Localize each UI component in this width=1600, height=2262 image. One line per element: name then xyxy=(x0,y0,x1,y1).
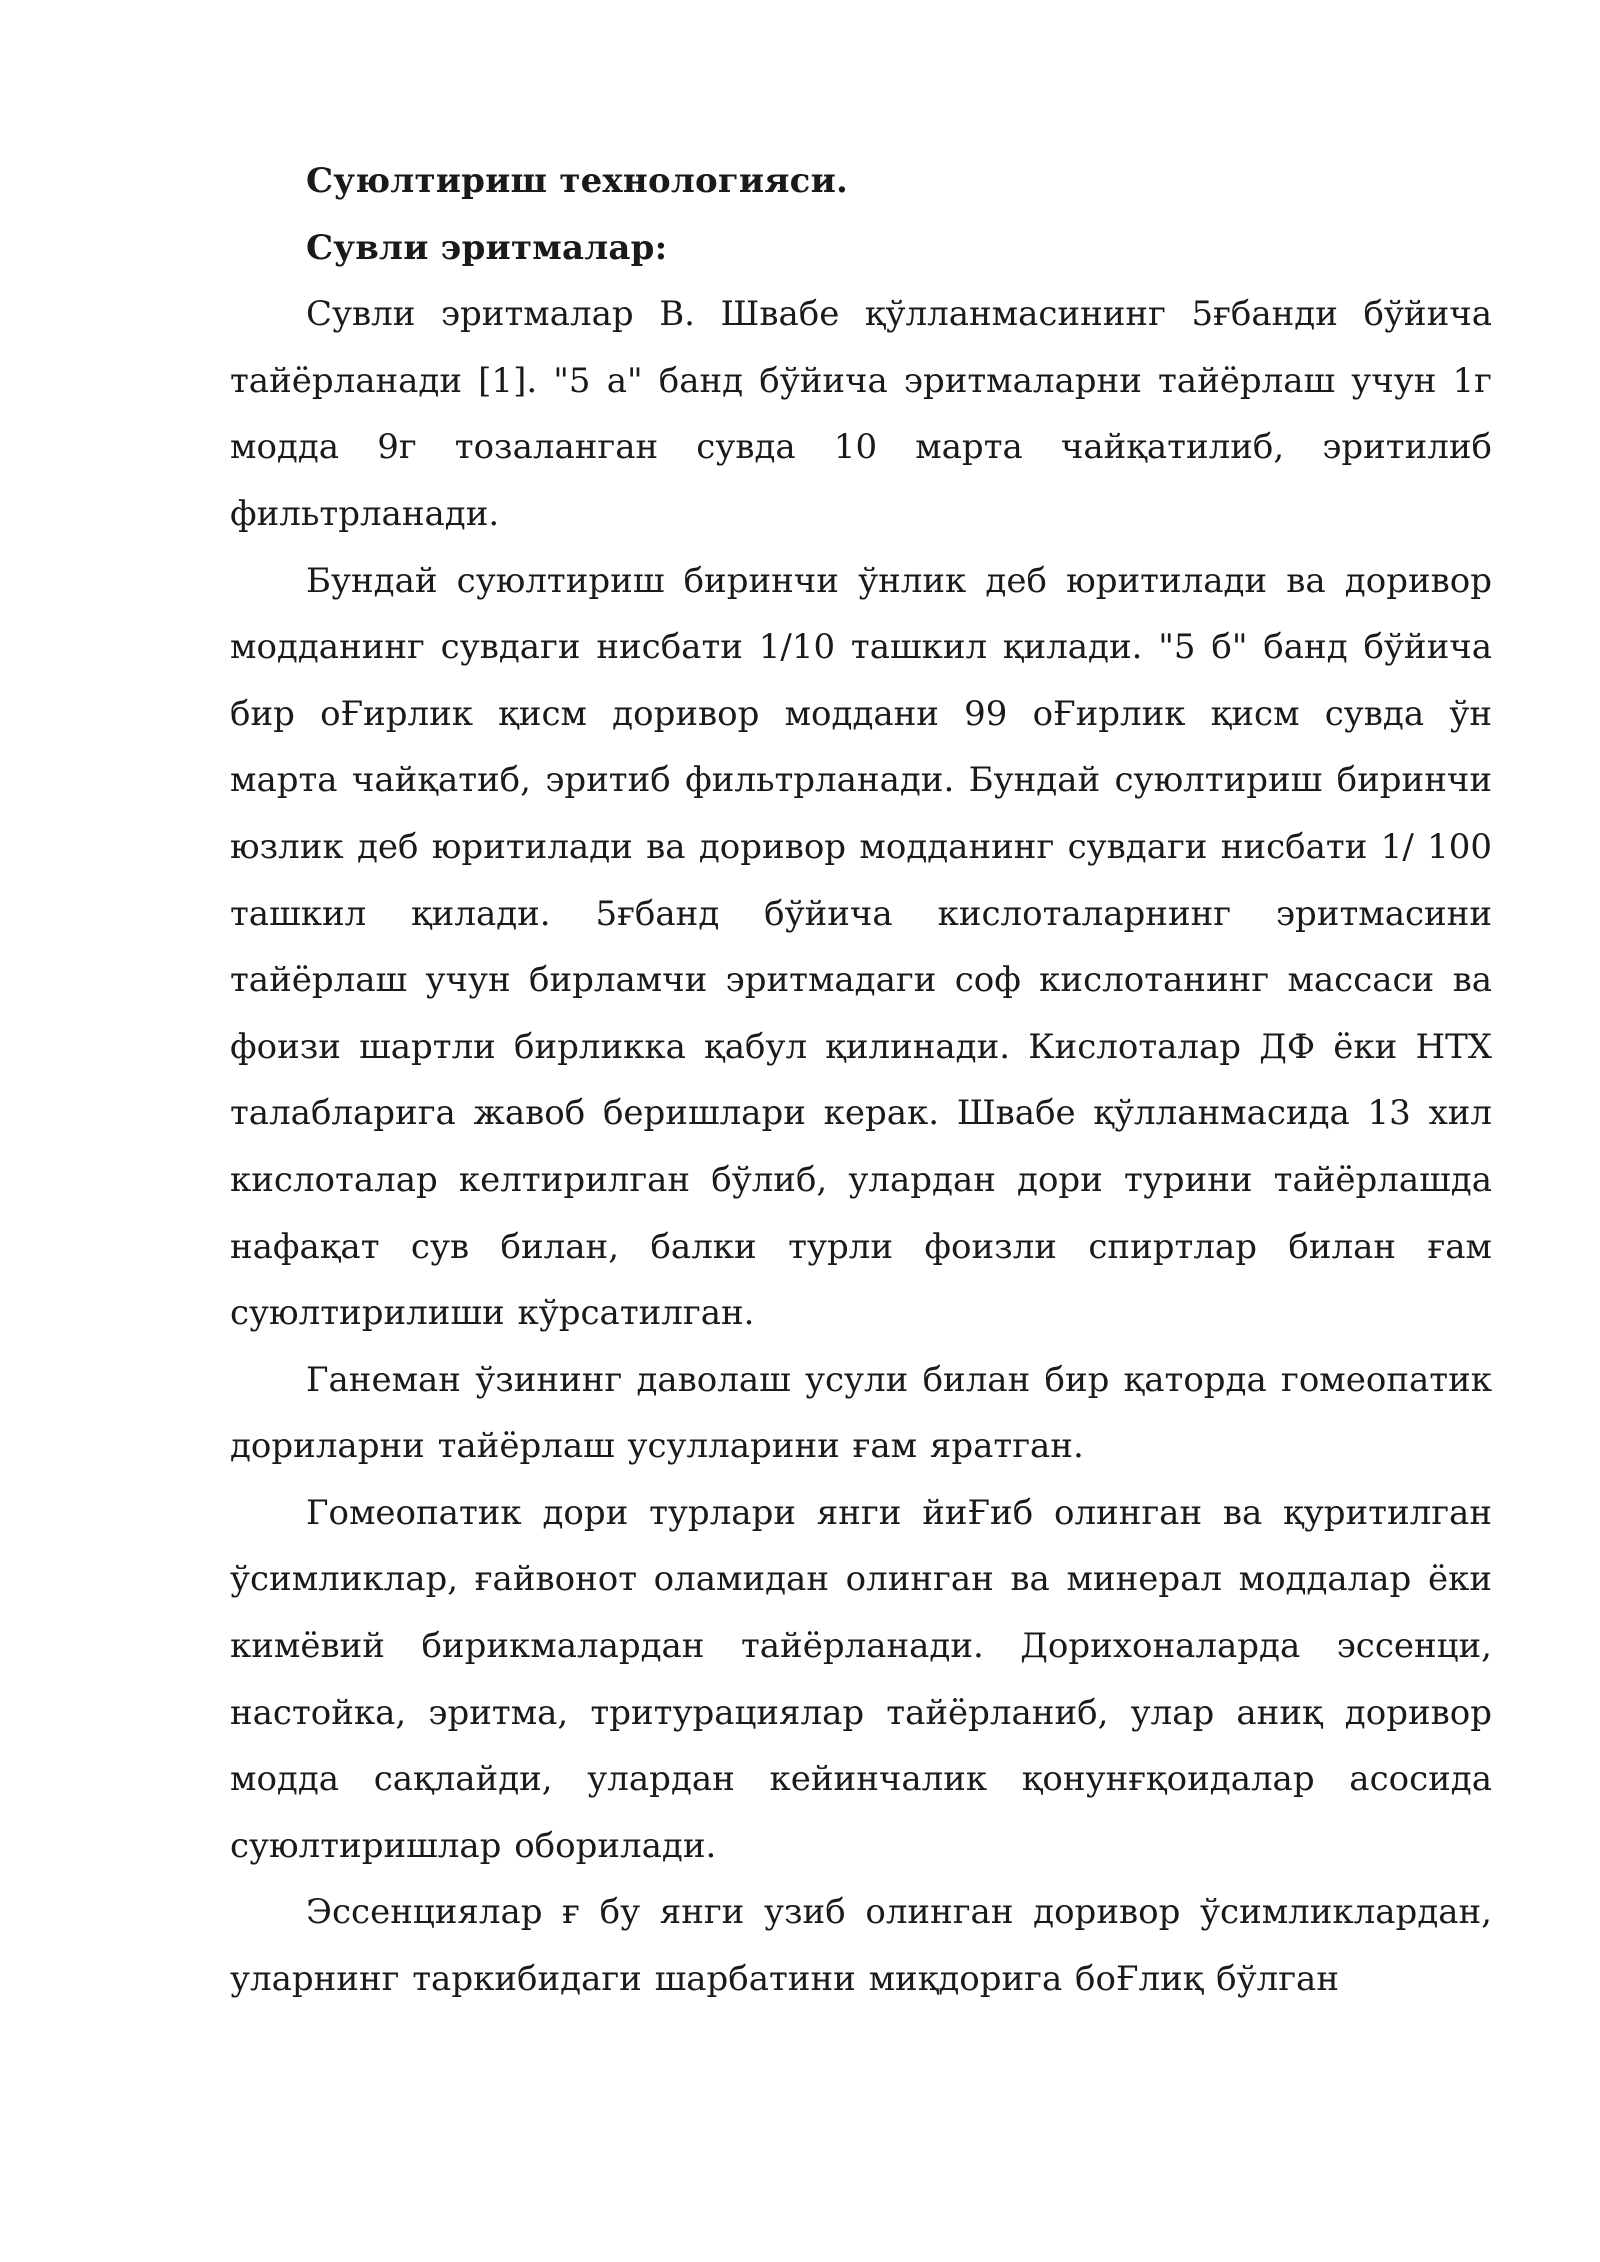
subsection-heading: Сувли эритмалар: xyxy=(306,227,668,268)
paragraph: Ганеман ўзининг даволаш усули билан бир қаторда гомеопатик дориларни тайёрлаш усулларини ғам яратган. xyxy=(230,1359,1492,1467)
section-heading: Суюлтириш технологияси. xyxy=(306,161,849,201)
paragraph: Бундай суюлтириш биринчи ўнлик деб юритилади ва доривор модданинг сувдаги нисбати 1/10 ташкил қилади. "5 б" банд бўйича бир оҒирлик қисм доривор моддани 99 оҒирлик қисм сувда ўн марта чайқатиб, эритиб фильтрланади. Бундай суюлтириш биринчи юзлик деб юритилади ва доривор модданинг сувдаги нисбати 1/ 100 ташкил қилади. 5ғбанд бўйича кислоталарнинг эритмасини тайёрлаш учун бирламчи эритмадаги соф кислотанинг массаси ва фоизи шартли бирликка қабул қилинади. Кислоталар ДФ ёки НТХ талабларига жавоб беришлари керак. Швабе қўлланмасида 13 хил кислоталар келтирилган бўлиб, улардан дори турини тайёрлашда нафақат сув билан, балки турли фоизли спиртлар билан ғам суюлтирилиши кўрсатилган. xyxy=(230,560,1492,1334)
paragraph: Эссенциялар ғ бу янги узиб олинган доривор ўсимликлардан, уларнинг таркибидаги шарбатини миқдорига боҒлиқ бўлган xyxy=(230,1892,1492,2000)
paragraph: Сувли эритмалар В. Швабе қўлланмасининг 5ғбанди бўйича тайёрланади [1]. "5 а" банд бўйича эритмаларни тайёрлаш учун 1г модда 9г тозаланган сувда 10 марта чайқатилиб, эритилиб фильтрланади. xyxy=(230,294,1492,534)
paragraph: Гомеопатик дори турлари янги йиҒиб олинган ва қуритилган ўсимликлар, ғайвонот оламидан олинган ва минерал моддалар ёки кимёвий бирикмалардан тайёрланади. Дорихоналарда эссенци, настойка, эритма, тритурациялар тайёрланиб, улар аниқ доривор модда сақлайди, улардан кейинчалик қонунғқоидалар асосида суюлтиришлар оборилади. xyxy=(230,1492,1492,1866)
document-body xyxy=(230,148,1492,2013)
